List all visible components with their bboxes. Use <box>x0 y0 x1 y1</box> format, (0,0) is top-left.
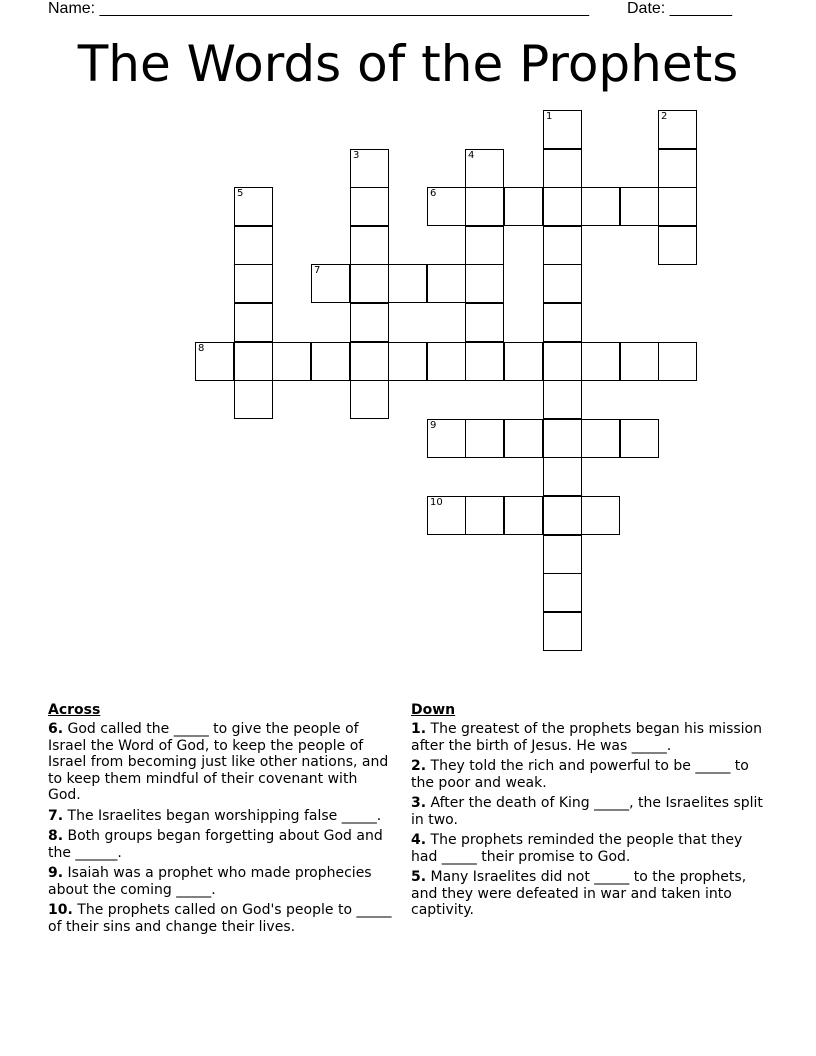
grid-cell[interactable] <box>543 149 582 188</box>
grid-cell[interactable] <box>465 303 504 342</box>
down-list <box>411 721 771 919</box>
grid-cell[interactable] <box>543 573 582 612</box>
grid-cell[interactable] <box>465 419 504 458</box>
clue-text: The prophets called on God's people to _____ of their sins and change their lives. <box>48 902 392 935</box>
grid-cell[interactable] <box>465 264 504 303</box>
clue-number: 8 <box>198 343 205 354</box>
grid-cell[interactable] <box>234 187 273 226</box>
grid-cell[interactable] <box>272 342 311 381</box>
across-clue <box>48 721 393 804</box>
grid-cell[interactable] <box>350 342 389 381</box>
grid-cell[interactable] <box>350 380 389 419</box>
clue-text: They told the rich and powerful to be _____ to the poor and weak. <box>411 758 749 791</box>
clue-text: Isaiah was a prophet who made prophecies about the coming _____. <box>48 865 372 898</box>
clue-number: 8. <box>48 828 64 844</box>
grid-cell[interactable] <box>465 342 504 381</box>
grid-cell[interactable] <box>195 342 234 381</box>
page-title: The Words of the Prophets <box>77 35 739 93</box>
clue-number: 7. <box>48 807 64 824</box>
grid-cell[interactable] <box>504 496 543 535</box>
clue-number: 3. <box>411 795 427 811</box>
grid-cell[interactable] <box>504 419 543 458</box>
grid-cell[interactable] <box>658 187 697 226</box>
grid-cell[interactable] <box>350 303 389 342</box>
clue-text: The prophets reminded the people that they had _____ their promise to God. <box>411 832 743 865</box>
clue-text: After the death of King _____, the Israelites split in two. <box>411 795 763 828</box>
grid-cell[interactable] <box>350 187 389 226</box>
clue-text: God called the _____ to give the people of Israel the Word of God, to keep the people of Israel from becoming just like other nations, and to keep them mindful of their covenant with God. <box>48 721 389 803</box>
across-clue <box>48 808 393 825</box>
clue-number: 4. <box>411 832 427 848</box>
grid-cell[interactable] <box>388 264 427 303</box>
grid-cell[interactable] <box>427 496 466 535</box>
across-clue <box>48 902 393 935</box>
clue-number: 6. <box>48 721 64 737</box>
grid-cell[interactable] <box>234 226 273 265</box>
grid-cell[interactable] <box>543 380 582 419</box>
across-clues <box>48 701 393 939</box>
grid-cell[interactable] <box>311 264 350 303</box>
clue-text: The Israelites began worshipping false _____. <box>67 807 382 824</box>
clue-number: 9 <box>430 420 437 431</box>
clue-text: Both groups began forgetting about God and the ______. <box>48 828 383 861</box>
grid-cell[interactable] <box>427 264 466 303</box>
grid-cell[interactable] <box>543 342 582 381</box>
grid-cell[interactable] <box>234 342 273 381</box>
grid-cell[interactable] <box>543 496 582 535</box>
grid-cell[interactable] <box>581 342 620 381</box>
clue-number: 2 <box>661 111 668 122</box>
across-clue <box>48 865 393 898</box>
grid-cell[interactable] <box>465 149 504 188</box>
grid-cell[interactable] <box>543 419 582 458</box>
grid-cell[interactable] <box>465 496 504 535</box>
down-clue <box>411 758 771 791</box>
grid-cell[interactable] <box>581 419 620 458</box>
grid-cell[interactable] <box>658 342 697 381</box>
across-list <box>48 721 393 935</box>
grid-cell[interactable] <box>350 149 389 188</box>
grid-cell[interactable] <box>543 226 582 265</box>
grid-cell[interactable] <box>620 187 659 226</box>
grid-cell[interactable] <box>504 187 543 226</box>
down-clue <box>411 869 771 919</box>
grid-cell[interactable] <box>543 303 582 342</box>
clue-number: 1. <box>411 721 427 737</box>
grid-cell[interactable] <box>581 187 620 226</box>
clue-number: 5. <box>411 869 427 885</box>
grid-cell[interactable] <box>350 264 389 303</box>
grid-cell[interactable] <box>620 419 659 458</box>
grid-cell[interactable] <box>234 303 273 342</box>
grid-cell[interactable] <box>543 264 582 303</box>
clue-number: 9. <box>48 865 64 881</box>
grid-cell[interactable] <box>234 380 273 419</box>
grid-cell[interactable] <box>658 149 697 188</box>
grid-cell[interactable] <box>350 226 389 265</box>
grid-cell[interactable] <box>311 342 350 381</box>
grid-cell[interactable] <box>234 264 273 303</box>
clue-number: 3 <box>353 150 360 161</box>
grid-cell[interactable] <box>427 187 466 226</box>
down-heading: Down <box>411 702 456 718</box>
grid-cell[interactable] <box>388 342 427 381</box>
clue-text: The greatest of the prophets began his mission after the birth of Jesus. He was _____. <box>411 721 762 754</box>
down-clue <box>411 795 771 828</box>
grid-cell[interactable] <box>581 496 620 535</box>
grid-cell[interactable] <box>620 342 659 381</box>
down-clue <box>411 832 771 865</box>
grid-cell[interactable] <box>543 187 582 226</box>
grid-cell[interactable] <box>543 535 582 574</box>
clue-number: 10. <box>48 902 73 918</box>
clue-number: 2. <box>411 758 427 774</box>
clue-number: 6 <box>430 188 437 199</box>
clue-text: Many Israelites did not _____ to the prophets, and they were defeated in war and taken into captivity. <box>411 869 747 918</box>
grid-cell[interactable] <box>465 187 504 226</box>
grid-cell[interactable] <box>465 226 504 265</box>
across-heading: Across <box>48 702 101 718</box>
grid-cell[interactable] <box>543 110 582 149</box>
down-clue <box>411 721 771 754</box>
grid-cell[interactable] <box>658 226 697 265</box>
date-field-label[interactable]: Date: _______ <box>627 0 732 17</box>
grid-cell[interactable] <box>543 612 582 651</box>
clue-number: 1 <box>546 111 553 122</box>
across-clue <box>48 828 393 861</box>
grid-cell[interactable] <box>427 342 466 381</box>
clue-number: 5 <box>237 188 244 199</box>
grid-cell[interactable] <box>504 342 543 381</box>
grid-cell[interactable] <box>427 419 466 458</box>
grid-cell[interactable] <box>543 457 582 496</box>
clue-number: 4 <box>468 150 475 161</box>
name-field-label[interactable]: Name: _______________________________________________________ <box>48 0 589 17</box>
down-clues <box>411 701 771 923</box>
clue-number: 7 <box>314 265 321 276</box>
grid-cell[interactable] <box>658 110 697 149</box>
clue-number: 10 <box>430 497 443 508</box>
